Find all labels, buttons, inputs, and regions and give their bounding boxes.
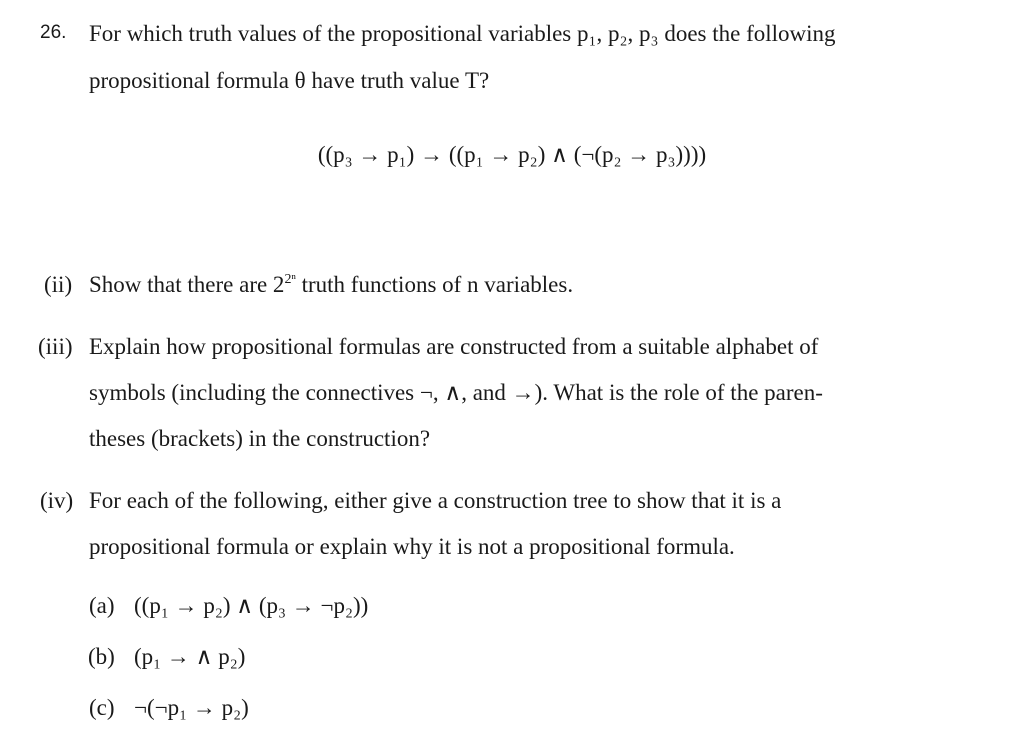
part-iii-line-3: theses (brackets) in the construction? [89,426,431,451]
item-c-formula: ¬(¬p₁ → p₂) [134,695,249,720]
part-ii-text-before: Show that there are 2 [89,272,285,297]
item-c-label: (c) [89,695,115,720]
part-ii-label: (ii) [44,272,73,297]
item-b-formula: (p₁ → ∧ p₂) [134,644,246,669]
item-a-label: (a) [89,593,115,618]
question-number: 26. [40,22,67,43]
part-iii-line-2: symbols (including the connectives ¬, ∧, and →). What is the role of the paren- [89,380,823,405]
part-ii-text [89,273,573,296]
question-text-line-1: For which truth values of the propositional variables p₁, p₂, p₃ does the following [89,21,836,46]
part-iii-line-1: Explain how propositional formulas are constructed from a suitable alphabet of [89,334,819,359]
part-ii-exponent: 2ⁿ [284,272,296,287]
part-iii-label: (iii) [38,334,73,359]
part-ii-text-after: truth functions of n variables. [295,272,574,297]
question-text-line-2: propositional formula θ have truth value T? [89,68,490,93]
item-a-formula: ((p₁ → p₂) ∧ (p₃ → ¬p₂)) [134,593,369,618]
item-b-label: (b) [88,644,115,669]
part-iv-line-2: propositional formula or explain why it is not a propositional formula. [89,534,735,559]
part-iv-label: (iv) [40,488,74,513]
part-iv-line-1: For each of the following, either give a construction tree to show that it is a [89,488,782,513]
theta-formula: ((p₃ → p₁) → ((p₁ → p₂) ∧ (¬(p₂ → p₃)))) [317,142,707,167]
